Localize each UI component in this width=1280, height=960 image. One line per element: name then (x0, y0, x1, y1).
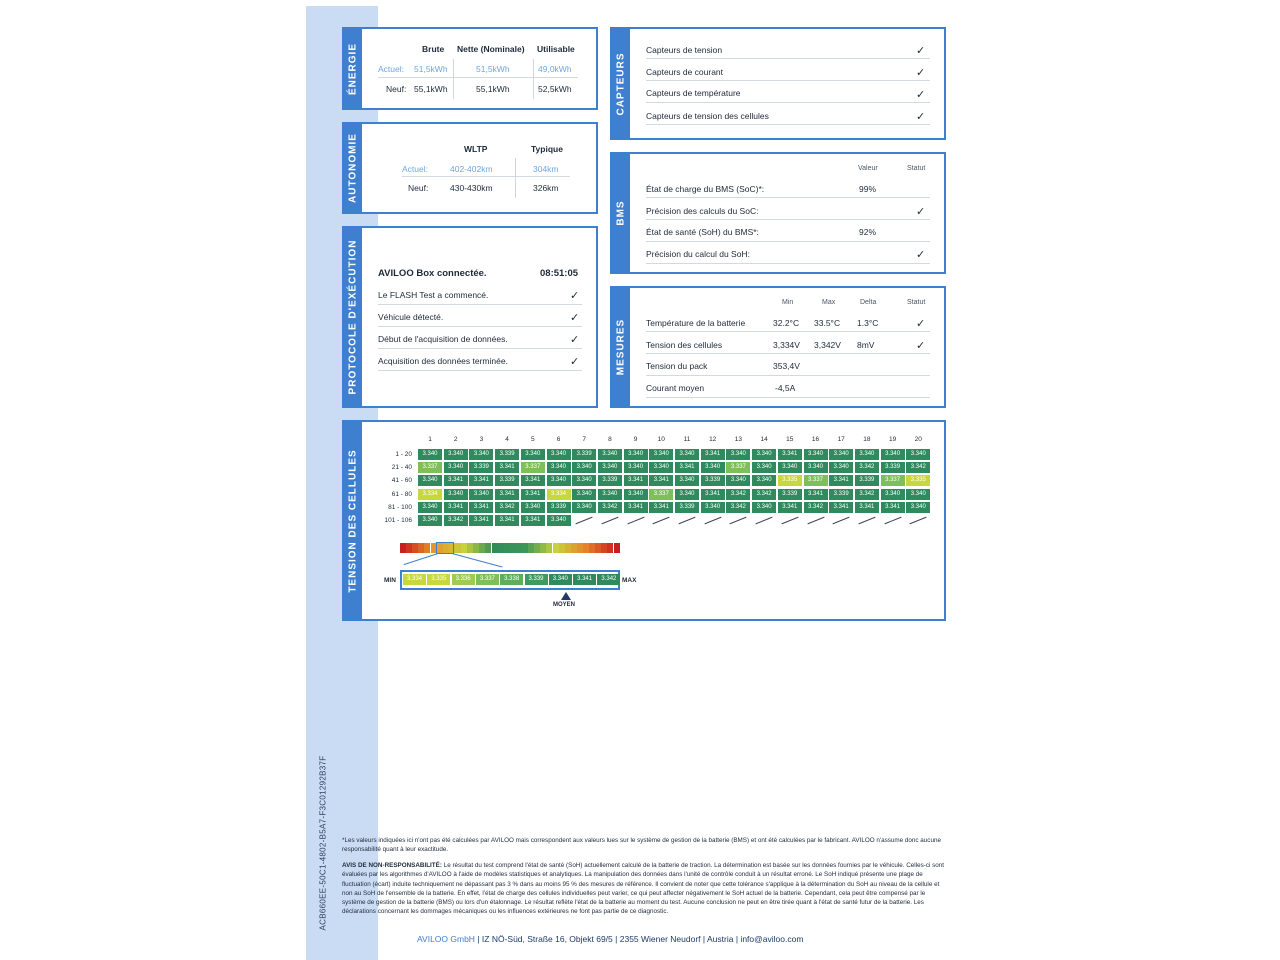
neuf-utilisable: 52,5kWh (538, 84, 572, 94)
cell-voltage: 3.339 (829, 489, 853, 500)
cell-voltage: 3.341 (675, 462, 699, 473)
column-number: 19 (888, 436, 897, 443)
cell-voltage: 3.342 (855, 462, 879, 473)
check-icon: ✓ (916, 318, 926, 330)
cell-voltage: 3.337 (418, 462, 442, 473)
check-icon: ✓ (570, 356, 580, 368)
column-number: 8 (608, 436, 612, 443)
bms-row-3: État de santé (SoH) du BMS*: (646, 227, 759, 237)
cell-voltage: 3.334 (547, 489, 571, 500)
cell-voltage: 3.340 (675, 475, 699, 486)
col-statut: Statut (907, 165, 926, 172)
cell-voltage: 3.340 (649, 449, 673, 460)
cell-voltage: 3.339 (598, 475, 622, 486)
mesures-panel (610, 286, 946, 408)
gradient-segment (406, 543, 412, 553)
gradient-segment (412, 543, 418, 553)
check-icon: ✓ (570, 334, 580, 346)
col-min: Min (782, 299, 794, 306)
column-number: 12 (709, 436, 717, 443)
cell-voltage: 3.340 (547, 449, 571, 460)
empty-cell-slash (884, 517, 901, 525)
zoom-line-right (452, 553, 502, 567)
disclaimer (342, 861, 946, 917)
empty-cell-slash (653, 517, 670, 525)
column-number: 13 (734, 436, 742, 443)
col-brute: Brute (422, 44, 445, 54)
footer-address: AVILOO GmbH | IZ NÖ-Süd, Straße 16, Objekt 69/5 | 2355 Wiener Neudorf | Austria | info@aviloo.com (417, 934, 804, 944)
gradient-segment (583, 543, 589, 553)
cell-voltage: 3.342 (752, 489, 776, 500)
check-icon: ✓ (916, 340, 926, 352)
cell-voltage: 3.340 (649, 462, 673, 473)
gradient-segment (528, 543, 534, 553)
mesure-label-3: Tension du pack (646, 361, 708, 371)
cell-voltage: 3.341 (624, 475, 648, 486)
cell-voltage: 3.341 (829, 475, 853, 486)
cell-voltage: 3.341 (649, 475, 673, 486)
column-number: 2 (453, 436, 458, 443)
cell-voltage: 3.340 (752, 502, 776, 513)
empty-cell-slash (781, 517, 798, 525)
cell-voltage: 3.339 (855, 475, 879, 486)
gradient-segment (455, 543, 461, 553)
capteur-1: Capteurs de tension (646, 45, 723, 55)
gradient-segment (546, 543, 552, 553)
gradient-segment (553, 543, 559, 553)
cell-voltage: 3.342 (906, 462, 930, 473)
cell-voltage: 3.341 (495, 489, 519, 500)
cell-voltage: 3.340 (469, 449, 493, 460)
cell-voltage: 3.337 (881, 475, 905, 486)
mesure-min-3: 353,4V (773, 361, 800, 371)
protocole-panel (342, 226, 598, 408)
cell-voltage: 3.340 (906, 502, 930, 513)
column-number: 4 (505, 436, 509, 443)
cell-voltage: 3.341 (881, 502, 905, 513)
cell-voltage: 3.340 (675, 489, 699, 500)
cell-voltage: 3.341 (469, 475, 493, 486)
row-neuf-label: Neuf: (386, 84, 407, 94)
actuel-brute: 51,5kWh (414, 64, 448, 74)
cell-voltage: 3.340 (881, 489, 905, 500)
check-icon: ✓ (916, 111, 926, 123)
capteur-2: Capteurs de courant (646, 67, 724, 77)
cell-voltage: 3.342 (726, 502, 750, 513)
mesure-delta-2: 8mV (857, 340, 875, 350)
column-number: 15 (786, 436, 794, 443)
cell-voltage: 3.340 (444, 462, 468, 473)
cell-voltage: 3.337 (726, 462, 750, 473)
cell-voltage: 3.340 (855, 449, 879, 460)
row-actuel-label: Actuel: (402, 164, 428, 174)
cell-voltage: 3.340 (804, 462, 828, 473)
cellules-panel (342, 420, 946, 621)
cell-voltage: 3.341 (649, 502, 673, 513)
cell-voltage: 3.340 (547, 475, 571, 486)
row-actuel-label: Actuel: (378, 64, 404, 74)
cell-voltage: 3.340 (906, 489, 930, 500)
cell-voltage: 3.340 (881, 449, 905, 460)
company: AVILOO GmbH (417, 934, 475, 944)
bms-note: *Les valeurs indiquées ici n'ont pas été calculées par AVILOO mais correspondent aux valeurs lues sur le système de gestion de la batterie (BMS) et ont été calculées par le fabricant. AVILOO n'assume donc aucune responsabilité quant à leur exactitude. (342, 837, 941, 854)
column-number: 16 (811, 436, 820, 443)
column-number: 10 (657, 436, 665, 443)
cell-voltage: 3.342 (444, 515, 468, 526)
cell-voltage: 3.340 (726, 449, 750, 460)
column-number: 7 (582, 436, 586, 443)
check-icon: ✓ (916, 45, 926, 57)
empty-cell-slash (730, 517, 747, 525)
cell-voltage: 3.340 (418, 502, 442, 513)
step-1: Le FLASH Test a commencé. (378, 290, 489, 300)
disclaimer-text: Le résultat du test comprend l'état de santé (SoH) actuellement calculé de la batterie de traction. La détermination est basée sur les données fournies par le véhicule. Celles-ci sont évaluées par les algorithmes d'AVILOO à l'aide de modèles statistiques et analytiques. La manipulation des données dans l'unité de contrôle conduit à un résultat erroné. Le SoH indiqué présente une plage de fluctuation (écart) induite techniquement ne dépassant pas 3 % dans au moins 95 % des mesures de référence. Il convient de noter que cette tolérance s'applique à la détermination du SoH au niveau de la cellule et non au SoH de l'ensemble de la batterie. En effet, l'état de charge des cellules individuelles peut varier, ce qui peut affecter négativement le SoH actuel de la batterie. Cependant, cela peut être compensé par le système de gestion de la batterie (BMS) ou lors d'un étalonnage. Le résultat reflète l'état de la batterie au moment du test. Aucune conclusion ne peut en être tirée quant à l'état de santé futur de la batterie. Les déclarations concernant les dommages mécaniques ou les influences extérieures ne font pas partie de ce diagnostic. (342, 862, 945, 916)
cell-voltage: 3.340 (752, 449, 776, 460)
cell-voltage: 3.341 (495, 462, 519, 473)
column-number: 9 (633, 436, 638, 443)
gradient-segment (461, 543, 467, 553)
mesure-label-1: Température de la batterie (646, 318, 746, 328)
col-statut: Statut (907, 299, 926, 306)
col-wltp: WLTP (464, 144, 488, 154)
cell-voltage: 3.342 (495, 502, 519, 513)
cell-voltage: 3.341 (624, 502, 648, 513)
gradient-segment (504, 543, 510, 553)
cell-voltage: 3.340 (752, 475, 776, 486)
cell-voltage: 3.340 (572, 502, 596, 513)
empty-cell-slash (678, 517, 695, 525)
moyen-marker-icon (561, 592, 571, 600)
check-icon: ✓ (570, 290, 580, 302)
cell-voltage: 3.340 (521, 449, 545, 460)
legend-value: 3.338 (500, 574, 523, 585)
mesures-title: MESURES (612, 288, 630, 406)
cell-voltage: 3.339 (572, 449, 596, 460)
empty-cell-slash (627, 517, 644, 525)
energie-title: ÉNERGIE (344, 29, 362, 108)
check-icon: ✓ (916, 89, 926, 101)
bms-value-1: 99% (859, 184, 877, 194)
cell-voltage: 3.340 (598, 462, 622, 473)
gradient-segment (589, 543, 595, 553)
gradient-segment (607, 543, 613, 553)
cell-voltage: 3.341 (855, 502, 879, 513)
cell-voltage: 3.340 (701, 462, 725, 473)
cell-voltage: 3.339 (701, 475, 725, 486)
step-3: Début de l'acquisition de données. (378, 334, 508, 344)
cell-voltage: 3.337 (521, 462, 545, 473)
cell-voltage: 3.340 (547, 515, 571, 526)
mesure-min-2: 3,334V (773, 340, 800, 350)
cell-voltage: 3.337 (649, 489, 673, 500)
cell-voltage: 3.340 (572, 475, 596, 486)
protocole-header: AVILOO Box connectée. (378, 268, 487, 279)
cell-voltage: 3.339 (469, 462, 493, 473)
actuel-utilisable: 49,0kWh (538, 64, 572, 74)
empty-cell-slash (704, 517, 721, 525)
row-label: 101 - 106 (384, 517, 412, 524)
empty-cell-slash (833, 517, 850, 525)
mesure-min-1: 32.2°C (773, 318, 800, 328)
country: Austria (707, 934, 734, 944)
report-id: ACB660EE-50C1-4802-B5A7-F3C01292B37F (318, 755, 328, 930)
cell-voltage: 3.340 (469, 489, 493, 500)
check-icon: ✓ (916, 249, 926, 261)
cell-voltage: 3.340 (598, 449, 622, 460)
city: 2355 Wiener Neudorf (619, 934, 701, 944)
cell-voltage: 3.341 (804, 489, 828, 500)
protocole-title: PROTOCOLE D'EXÉCUTION (344, 228, 362, 406)
bms-value-3: 92% (859, 227, 877, 237)
cell-voltage: 3.340 (778, 462, 802, 473)
neuf-brute: 55,1kWh (414, 84, 448, 94)
cell-voltage: 3.340 (726, 475, 750, 486)
mesure-label-4: Courant moyen (646, 383, 705, 393)
email-link[interactable]: info@aviloo.com (740, 934, 804, 944)
legend-value: 3.340 (549, 574, 572, 585)
gradient-segment (473, 543, 479, 553)
step-4: Acquisition des données terminée. (378, 356, 508, 366)
empty-cell-slash (576, 517, 593, 525)
legend-value: 3.342 (597, 574, 620, 585)
address: IZ NÖ-Süd, Straße 16, Objekt 69/5 (481, 934, 613, 944)
gradient-segment (577, 543, 583, 553)
cell-voltage: 3.340 (829, 449, 853, 460)
column-number: 14 (760, 436, 768, 443)
column-number: 11 (683, 436, 691, 443)
col-typique: Typique (531, 144, 563, 154)
cell-voltage: 3.340 (547, 462, 571, 473)
gradient-segment (516, 543, 522, 553)
mesure-max-2: 3,342V (814, 340, 841, 350)
column-number: 1 (428, 436, 432, 443)
capteurs-panel (610, 27, 946, 140)
cell-voltage: 3.339 (881, 462, 905, 473)
column-number: 17 (837, 436, 845, 443)
row-label: 61 - 80 (391, 490, 412, 498)
gradient-segment (534, 543, 540, 553)
col-max: Max (822, 299, 836, 306)
column-number: 20 (914, 436, 922, 443)
empty-cell-slash (858, 517, 875, 525)
cell-voltage: 3.340 (906, 449, 930, 460)
step-2: Véhicule détecté. (378, 312, 444, 322)
cell-voltage: 3.334 (418, 489, 442, 500)
cell-voltage: 3.340 (624, 462, 648, 473)
gradient-segment (595, 543, 601, 553)
cell-voltage: 3.340 (444, 489, 468, 500)
cell-voltage: 3.342 (598, 502, 622, 513)
gradient-segment (418, 543, 424, 553)
cellules-title: TENSION DES CELLULES (344, 422, 362, 619)
cell-voltage: 3.340 (418, 449, 442, 460)
bms-row-1: État de charge du BMS (SoC)*: (646, 184, 765, 194)
cell-voltage: 3.341 (469, 515, 493, 526)
empty-cell-slash (601, 517, 618, 525)
mesure-label-2: Tension des cellules (646, 340, 723, 350)
cell-voltage: 3.340 (624, 489, 648, 500)
capteur-4: Capteurs de tension des cellules (646, 111, 769, 121)
row-neuf-label: Neuf: (408, 183, 429, 193)
col-utilisable: Utilisable (537, 44, 575, 54)
cell-voltage: 3.341 (521, 489, 545, 500)
energie-panel (342, 27, 598, 110)
zoom-line-left (404, 553, 439, 565)
gradient-segment (479, 543, 485, 553)
legend-value: 3.339 (525, 574, 548, 585)
col-delta: Delta (860, 299, 877, 306)
mesure-delta-1: 1.3°C (857, 318, 879, 328)
disclaimer-title: AVIS DE NON-RESPONSABILITÉ: (342, 862, 442, 869)
mesure-min-4: -4,5A (775, 383, 796, 393)
gradient-segment (510, 543, 516, 553)
actuel-wltp: 402-402km (450, 164, 493, 174)
cell-voltage: 3.341 (778, 449, 802, 460)
cell-voltage: 3.341 (778, 502, 802, 513)
autonomie-panel (342, 122, 598, 214)
cell-voltage: 3.337 (804, 475, 828, 486)
bms-title: BMS (612, 154, 630, 272)
cell-voltage: 3.340 (444, 449, 468, 460)
cell-voltage: 3.340 (701, 502, 725, 513)
bms-panel (610, 152, 946, 274)
legend-value: 3.335 (427, 574, 450, 585)
gradient-segment (565, 543, 571, 553)
actuel-nette: 51,5kWh (476, 64, 510, 74)
cell-voltage: 3.341 (469, 502, 493, 513)
cell-voltage: 3.340 (675, 449, 699, 460)
cell-voltage: 3.342 (804, 502, 828, 513)
gradient-segment (559, 543, 565, 553)
cell-voltage: 3.340 (418, 475, 442, 486)
empty-cell-slash (807, 517, 824, 525)
cell-voltage: 3.342 (726, 489, 750, 500)
capteurs-title: CAPTEURS (612, 29, 630, 138)
legend-moyen-label: MOYEN (553, 602, 576, 608)
cell-voltage: 3.341 (521, 475, 545, 486)
cell-voltage: 3.340 (804, 449, 828, 460)
bms-row-4: Précision du calcul du SoH: (646, 249, 750, 259)
row-label: 1 - 20 (395, 451, 412, 458)
legend-value: 3.336 (452, 574, 475, 585)
check-icon: ✓ (916, 67, 926, 79)
cell-voltage: 3.340 (752, 462, 776, 473)
cell-voltage: 3.341 (444, 502, 468, 513)
legend-value: 3.334 (403, 574, 426, 585)
gradient-segment (400, 543, 406, 553)
row-label: 41 - 60 (391, 477, 412, 485)
cell-voltage: 3.341 (444, 475, 468, 486)
row-label: 21 - 40 (391, 464, 412, 472)
cell-voltage: 3.339 (778, 489, 802, 500)
column-number: 3 (479, 436, 484, 443)
cell-voltage: 3.339 (495, 475, 519, 486)
column-number: 18 (863, 436, 871, 443)
row-label: 81 - 100 (388, 503, 412, 511)
cell-voltage: 3.341 (701, 489, 725, 500)
cell-voltage: 3.339 (495, 449, 519, 460)
check-icon: ✓ (570, 312, 580, 324)
legend-min-label: MIN (384, 577, 396, 584)
gradient-segment (522, 543, 528, 553)
col-nette: Nette (Nominale) (457, 44, 525, 54)
gradient-segment (485, 543, 491, 553)
cell-voltage: 3.340 (521, 502, 545, 513)
column-number: 5 (530, 436, 535, 443)
gradient-segment (540, 543, 546, 553)
mesure-max-1: 33.5°C (814, 318, 841, 328)
gradient-segment (601, 543, 607, 553)
cell-voltage: 3.340 (572, 462, 596, 473)
cell-voltage: 3.341 (521, 515, 545, 526)
cell-voltage: 3.342 (855, 489, 879, 500)
neuf-typique: 326km (533, 183, 559, 193)
empty-cell-slash (910, 517, 927, 525)
gradient-segment (424, 543, 430, 553)
col-valeur: Valeur (858, 165, 878, 172)
legend-max-label: MAX (622, 577, 637, 584)
cell-voltage: 3.340 (572, 489, 596, 500)
cell-voltage: 3.340 (829, 462, 853, 473)
legend-value: 3.337 (476, 574, 499, 585)
autonomie-title: AUTONOMIE (344, 124, 362, 212)
neuf-wltp: 430-430km (450, 183, 493, 193)
cell-voltage: 3.340 (598, 489, 622, 500)
check-icon: ✓ (916, 206, 926, 218)
gradient-segment (467, 543, 473, 553)
cell-voltage: 3.339 (675, 502, 699, 513)
gradient-segment (492, 543, 498, 553)
cell-voltage: 3.335 (778, 475, 802, 486)
gradient-segment (498, 543, 504, 553)
empty-cell-slash (756, 517, 773, 525)
cell-voltage: 3.339 (547, 502, 571, 513)
protocole-time: 08:51:05 (540, 268, 579, 279)
gradient-segment (614, 543, 620, 553)
cell-voltage: 3.340 (418, 515, 442, 526)
actuel-typique: 304km (533, 164, 559, 174)
neuf-nette: 55,1kWh (476, 84, 510, 94)
cell-voltage: 3.341 (829, 502, 853, 513)
cell-voltage: 3.340 (624, 449, 648, 460)
column-number: 6 (556, 436, 561, 443)
bms-row-2: Précision des calculs du SoC: (646, 206, 759, 216)
cell-voltage: 3.335 (906, 475, 930, 486)
cell-voltage: 3.341 (495, 515, 519, 526)
legend-value: 3.341 (573, 574, 596, 585)
capteur-3: Capteurs de température (646, 88, 741, 98)
gradient-segment (571, 543, 577, 553)
cell-voltage: 3.341 (701, 449, 725, 460)
